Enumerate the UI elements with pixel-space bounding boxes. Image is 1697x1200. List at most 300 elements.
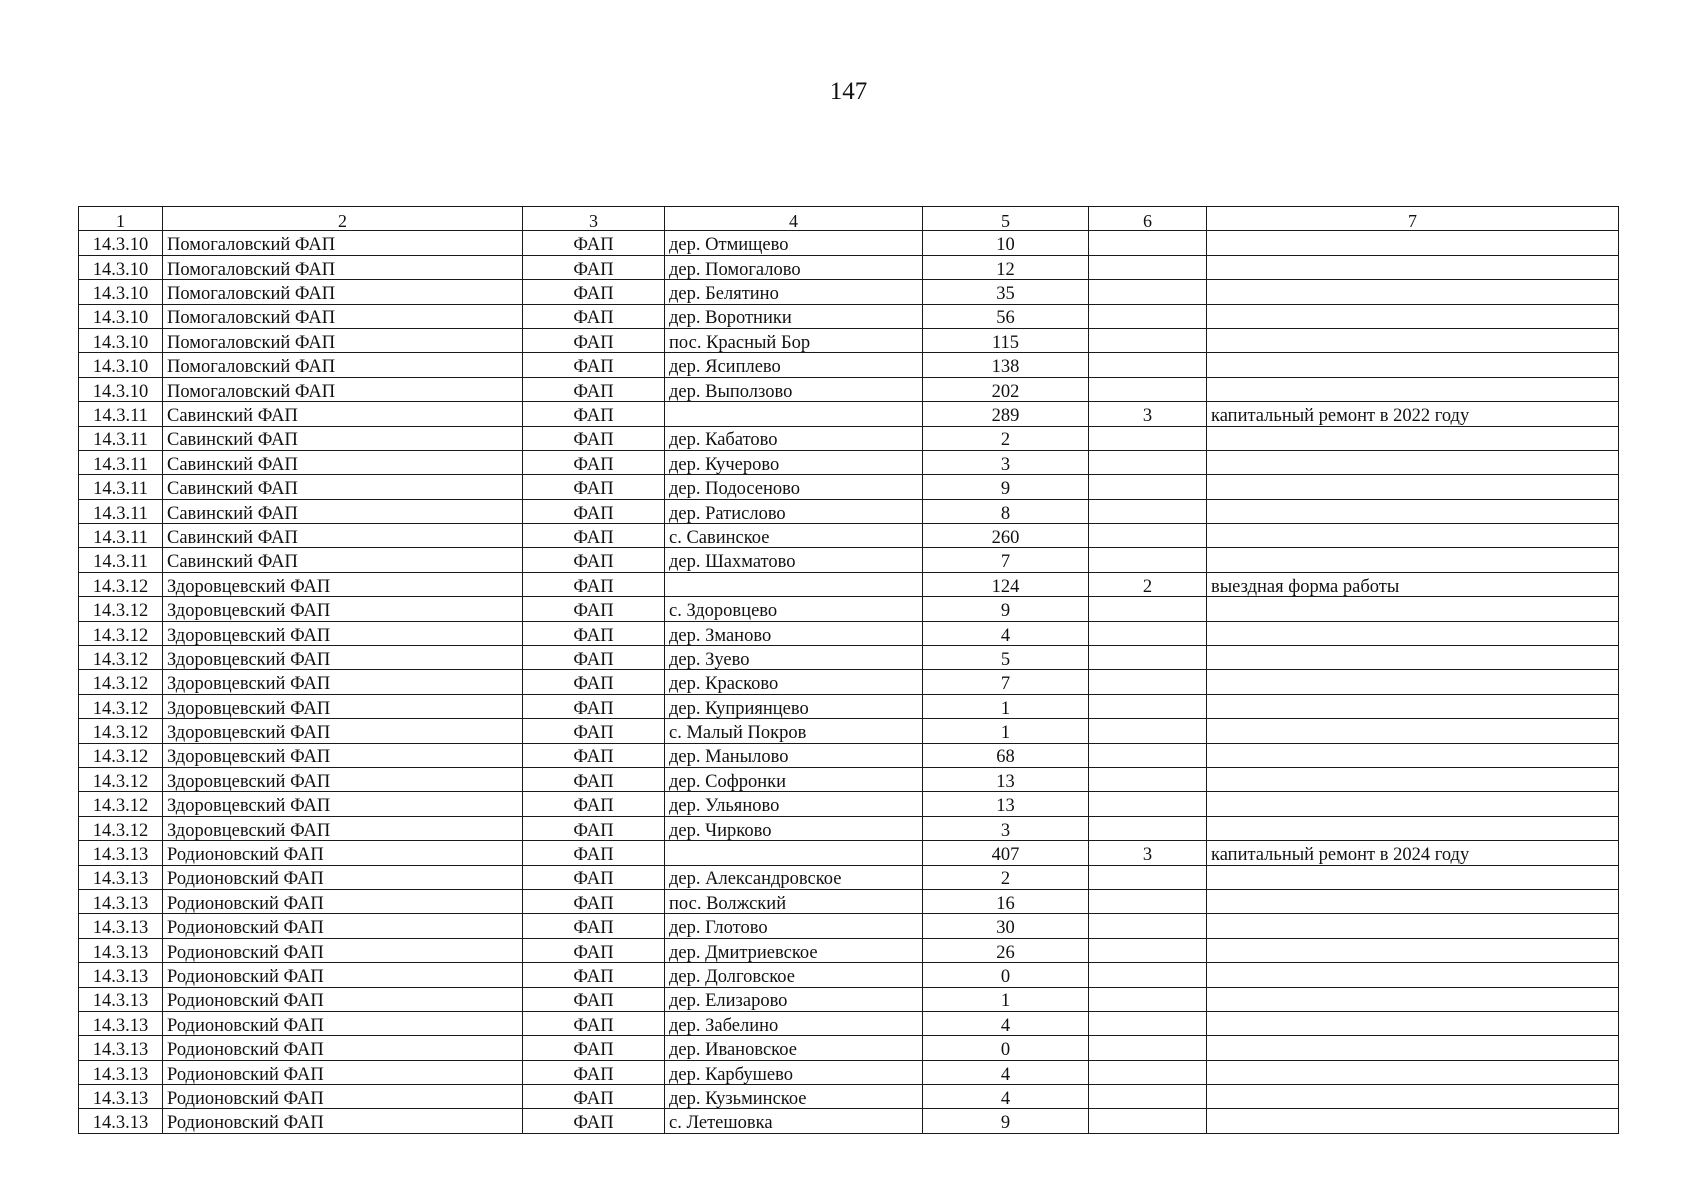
facility-name-cell: Помогаловский ФАП [163,328,523,352]
note-cell [1207,450,1619,474]
type-cell: ФАП [523,548,665,572]
population-cell: 289 [923,402,1089,426]
type-cell: ФАП [523,987,665,1011]
staff-cell [1089,694,1207,718]
code-cell: 14.3.13 [79,1011,163,1035]
population-cell: 16 [923,889,1089,913]
staff-cell [1089,524,1207,548]
staff-cell [1089,255,1207,279]
settlement-cell: дер. Забелино [665,1011,923,1035]
population-cell: 13 [923,767,1089,791]
settlement-cell: дер. Долговское [665,963,923,987]
population-cell: 2 [923,865,1089,889]
staff-cell: 3 [1089,841,1207,865]
note-cell [1207,1036,1619,1060]
note-cell [1207,646,1619,670]
code-cell: 14.3.11 [79,475,163,499]
note-cell [1207,1060,1619,1084]
code-cell: 14.3.13 [79,1085,163,1109]
header-cell: 7 [1207,207,1619,231]
type-cell: ФАП [523,1011,665,1035]
note-cell [1207,792,1619,816]
table-row [79,1060,1619,1084]
note-cell [1207,963,1619,987]
table-row [79,816,1619,840]
staff-cell [1089,328,1207,352]
table-row [79,426,1619,450]
facility-name-cell: Здоровцевский ФАП [163,597,523,621]
staff-cell [1089,353,1207,377]
note-cell [1207,524,1619,548]
note-cell: выездная форма работы [1207,572,1619,596]
code-cell: 14.3.10 [79,304,163,328]
note-cell [1207,304,1619,328]
note-cell [1207,938,1619,962]
population-cell: 7 [923,670,1089,694]
population-cell: 260 [923,524,1089,548]
facility-name-cell: Здоровцевский ФАП [163,621,523,645]
staff-cell [1089,231,1207,255]
table-row [79,670,1619,694]
staff-cell [1089,670,1207,694]
note-cell [1207,548,1619,572]
table-body [79,207,1619,1134]
type-cell: ФАП [523,353,665,377]
table-row [79,914,1619,938]
code-cell: 14.3.11 [79,524,163,548]
note-cell [1207,889,1619,913]
population-cell: 1 [923,694,1089,718]
population-cell: 5 [923,646,1089,670]
type-cell: ФАП [523,377,665,401]
type-cell: ФАП [523,889,665,913]
note-cell [1207,1011,1619,1035]
code-cell: 14.3.10 [79,328,163,352]
table-row [79,889,1619,913]
note-cell [1207,280,1619,304]
settlement-cell: пос. Волжский [665,889,923,913]
facility-name-cell: Помогаловский ФАП [163,231,523,255]
facility-name-cell: Родионовский ФАП [163,841,523,865]
settlement-cell: дер. Подосеново [665,475,923,499]
table-row [79,255,1619,279]
type-cell: ФАП [523,255,665,279]
code-cell: 14.3.11 [79,548,163,572]
table-row [79,475,1619,499]
staff-cell [1089,1085,1207,1109]
facility-name-cell: Родионовский ФАП [163,889,523,913]
settlement-cell: дер. Зманово [665,621,923,645]
population-cell: 0 [923,1036,1089,1060]
settlement-cell: дер. Александровское [665,865,923,889]
type-cell: ФАП [523,743,665,767]
type-cell: ФАП [523,328,665,352]
facility-name-cell: Здоровцевский ФАП [163,792,523,816]
table-row [79,450,1619,474]
settlement-cell: дер. Кузьминское [665,1085,923,1109]
staff-cell [1089,646,1207,670]
population-cell: 4 [923,621,1089,645]
facility-name-cell: Савинский ФАП [163,548,523,572]
code-cell: 14.3.10 [79,377,163,401]
population-cell: 138 [923,353,1089,377]
facility-name-cell: Помогаловский ФАП [163,353,523,377]
note-cell [1207,499,1619,523]
code-cell: 14.3.12 [79,694,163,718]
note-cell [1207,621,1619,645]
staff-cell [1089,889,1207,913]
header-cell: 6 [1089,207,1207,231]
table-row [79,353,1619,377]
settlement-cell: дер. Дмитриевское [665,938,923,962]
table-row [79,572,1619,596]
staff-cell [1089,719,1207,743]
facility-name-cell: Савинский ФАП [163,499,523,523]
table-row [79,646,1619,670]
code-cell: 14.3.13 [79,889,163,913]
note-cell [1207,987,1619,1011]
code-cell: 14.3.12 [79,572,163,596]
settlement-cell: дер. Манылово [665,743,923,767]
facility-name-cell: Родионовский ФАП [163,1036,523,1060]
settlement-cell: дер. Чирково [665,816,923,840]
note-cell [1207,255,1619,279]
settlement-cell: дер. Елизарово [665,987,923,1011]
settlement-cell: пос. Красный Бор [665,328,923,352]
code-cell: 14.3.11 [79,499,163,523]
facility-name-cell: Помогаловский ФАП [163,304,523,328]
code-cell: 14.3.13 [79,865,163,889]
facility-name-cell: Здоровцевский ФАП [163,719,523,743]
facility-name-cell: Родионовский ФАП [163,1060,523,1084]
code-cell: 14.3.13 [79,938,163,962]
header-cell: 3 [523,207,665,231]
staff-cell [1089,1011,1207,1035]
table-row [79,987,1619,1011]
settlement-cell [665,572,923,596]
facility-name-cell: Савинский ФАП [163,426,523,450]
settlement-cell: дер. Ивановское [665,1036,923,1060]
table-row [79,231,1619,255]
staff-cell [1089,816,1207,840]
facility-name-cell: Здоровцевский ФАП [163,767,523,791]
settlement-cell: дер. Воротники [665,304,923,328]
note-cell [1207,231,1619,255]
code-cell: 14.3.12 [79,597,163,621]
facility-name-cell: Родионовский ФАП [163,987,523,1011]
note-cell [1207,914,1619,938]
settlement-cell: дер. Ясиплево [665,353,923,377]
type-cell: ФАП [523,572,665,596]
code-cell: 14.3.13 [79,963,163,987]
type-cell: ФАП [523,792,665,816]
code-cell: 14.3.12 [79,767,163,791]
facility-name-cell: Савинский ФАП [163,475,523,499]
facility-name-cell: Здоровцевский ФАП [163,646,523,670]
population-cell: 4 [923,1085,1089,1109]
code-cell: 14.3.13 [79,841,163,865]
settlement-cell: дер. Помогалово [665,255,923,279]
table-row [79,548,1619,572]
population-cell: 124 [923,572,1089,596]
settlement-cell: с. Савинское [665,524,923,548]
note-cell [1207,694,1619,718]
staff-cell: 3 [1089,402,1207,426]
type-cell: ФАП [523,231,665,255]
type-cell: ФАП [523,767,665,791]
table-row [79,938,1619,962]
type-cell: ФАП [523,304,665,328]
settlement-cell: дер. Карбушево [665,1060,923,1084]
note-cell [1207,328,1619,352]
type-cell: ФАП [523,524,665,548]
facility-name-cell: Родионовский ФАП [163,914,523,938]
note-cell: капитальный ремонт в 2022 году [1207,402,1619,426]
note-cell [1207,767,1619,791]
table-row [79,1085,1619,1109]
header-cell: 2 [163,207,523,231]
code-cell: 14.3.10 [79,353,163,377]
population-cell: 12 [923,255,1089,279]
staff-cell [1089,767,1207,791]
population-cell: 1 [923,719,1089,743]
code-cell: 14.3.13 [79,1036,163,1060]
table-row [79,963,1619,987]
header-cell: 1 [79,207,163,231]
facility-name-cell: Родионовский ФАП [163,963,523,987]
type-cell: ФАП [523,475,665,499]
settlement-cell: дер. Ульяново [665,792,923,816]
type-cell: ФАП [523,621,665,645]
settlement-cell: с. Малый Покров [665,719,923,743]
type-cell: ФАП [523,597,665,621]
code-cell: 14.3.11 [79,402,163,426]
facility-name-cell: Помогаловский ФАП [163,255,523,279]
staff-cell [1089,1060,1207,1084]
code-cell: 14.3.13 [79,987,163,1011]
settlement-cell: дер. Софронки [665,767,923,791]
note-cell [1207,865,1619,889]
settlement-cell: дер. Куприянцево [665,694,923,718]
staff-cell [1089,597,1207,621]
staff-cell: 2 [1089,572,1207,596]
facility-name-cell: Савинский ФАП [163,402,523,426]
population-cell: 26 [923,938,1089,962]
population-cell: 1 [923,987,1089,1011]
type-cell: ФАП [523,865,665,889]
facility-name-cell: Помогаловский ФАП [163,377,523,401]
note-cell [1207,743,1619,767]
code-cell: 14.3.12 [79,719,163,743]
facility-name-cell: Родионовский ФАП [163,1011,523,1035]
population-cell: 9 [923,475,1089,499]
population-cell: 7 [923,548,1089,572]
type-cell: ФАП [523,1036,665,1060]
header-cell: 5 [923,207,1089,231]
facility-name-cell: Здоровцевский ФАП [163,694,523,718]
code-cell: 14.3.13 [79,1109,163,1133]
population-cell: 4 [923,1060,1089,1084]
settlement-cell: дер. Кабатово [665,426,923,450]
staff-cell [1089,377,1207,401]
code-cell: 14.3.11 [79,426,163,450]
staff-cell [1089,499,1207,523]
type-cell: ФАП [523,426,665,450]
staff-cell [1089,1109,1207,1133]
type-cell: ФАП [523,499,665,523]
staff-cell [1089,280,1207,304]
table-row [79,304,1619,328]
code-cell: 14.3.12 [79,621,163,645]
table-header-row [79,207,1619,231]
note-cell [1207,426,1619,450]
table-row [79,792,1619,816]
type-cell: ФАП [523,646,665,670]
staff-cell [1089,304,1207,328]
facility-name-cell: Савинский ФАП [163,450,523,474]
table-row [79,694,1619,718]
population-cell: 13 [923,792,1089,816]
type-cell: ФАП [523,1109,665,1133]
type-cell: ФАП [523,963,665,987]
type-cell: ФАП [523,694,665,718]
settlement-cell: дер. Шахматово [665,548,923,572]
table-row [79,1109,1619,1133]
page-number: 147 [829,78,868,105]
staff-cell [1089,475,1207,499]
population-cell: 407 [923,841,1089,865]
staff-cell [1089,621,1207,645]
note-cell [1207,597,1619,621]
header-cell: 4 [665,207,923,231]
table-row [79,402,1619,426]
code-cell: 14.3.12 [79,646,163,670]
settlement-cell: дер. Отмищево [665,231,923,255]
population-cell: 30 [923,914,1089,938]
staff-cell [1089,792,1207,816]
facility-table [78,206,1619,1134]
type-cell: ФАП [523,914,665,938]
population-cell: 9 [923,597,1089,621]
population-cell: 8 [923,499,1089,523]
facility-name-cell: Савинский ФАП [163,524,523,548]
settlement-cell: дер. Кучерово [665,450,923,474]
facility-name-cell: Здоровцевский ФАП [163,572,523,596]
type-cell: ФАП [523,841,665,865]
settlement-cell: дер. Ратислово [665,499,923,523]
settlement-cell: дер. Красково [665,670,923,694]
population-cell: 3 [923,450,1089,474]
type-cell: ФАП [523,719,665,743]
population-cell: 0 [923,963,1089,987]
staff-cell [1089,426,1207,450]
population-cell: 2 [923,426,1089,450]
population-cell: 68 [923,743,1089,767]
staff-cell [1089,1036,1207,1060]
note-cell [1207,475,1619,499]
note-cell [1207,353,1619,377]
type-cell: ФАП [523,450,665,474]
staff-cell [1089,743,1207,767]
code-cell: 14.3.12 [79,670,163,694]
note-cell [1207,1085,1619,1109]
facility-name-cell: Здоровцевский ФАП [163,670,523,694]
settlement-cell: с. Летешовка [665,1109,923,1133]
staff-cell [1089,987,1207,1011]
note-cell: капитальный ремонт в 2024 году [1207,841,1619,865]
table-row [79,524,1619,548]
table-row [79,1036,1619,1060]
table-row [79,377,1619,401]
type-cell: ФАП [523,402,665,426]
facility-name-cell: Родионовский ФАП [163,938,523,962]
type-cell: ФАП [523,1060,665,1084]
facility-name-cell: Здоровцевский ФАП [163,743,523,767]
code-cell: 14.3.12 [79,792,163,816]
note-cell [1207,719,1619,743]
table-row [79,621,1619,645]
type-cell: ФАП [523,1085,665,1109]
code-cell: 14.3.10 [79,255,163,279]
table-row [79,719,1619,743]
note-cell [1207,670,1619,694]
code-cell: 14.3.13 [79,914,163,938]
table-row [79,865,1619,889]
population-cell: 9 [923,1109,1089,1133]
code-cell: 14.3.13 [79,1060,163,1084]
code-cell: 14.3.12 [79,816,163,840]
type-cell: ФАП [523,670,665,694]
facility-name-cell: Родионовский ФАП [163,865,523,889]
code-cell: 14.3.11 [79,450,163,474]
settlement-cell: дер. Выползово [665,377,923,401]
population-cell: 56 [923,304,1089,328]
staff-cell [1089,963,1207,987]
population-cell: 3 [923,816,1089,840]
table-row [79,743,1619,767]
table-row [79,499,1619,523]
settlement-cell: с. Здоровцево [665,597,923,621]
population-cell: 4 [923,1011,1089,1035]
code-cell: 14.3.12 [79,743,163,767]
type-cell: ФАП [523,816,665,840]
table-row [79,280,1619,304]
table-row [79,1011,1619,1035]
facility-name-cell: Помогаловский ФАП [163,280,523,304]
settlement-cell [665,841,923,865]
facility-name-cell: Родионовский ФАП [163,1085,523,1109]
type-cell: ФАП [523,938,665,962]
table-row [79,841,1619,865]
staff-cell [1089,548,1207,572]
facility-name-cell: Здоровцевский ФАП [163,816,523,840]
population-cell: 115 [923,328,1089,352]
type-cell: ФАП [523,280,665,304]
settlement-cell [665,402,923,426]
table-row [79,328,1619,352]
staff-cell [1089,450,1207,474]
note-cell [1207,816,1619,840]
code-cell: 14.3.10 [79,231,163,255]
facility-name-cell: Родионовский ФАП [163,1109,523,1133]
settlement-cell: дер. Белятино [665,280,923,304]
table-row [79,597,1619,621]
population-cell: 35 [923,280,1089,304]
code-cell: 14.3.10 [79,280,163,304]
note-cell [1207,377,1619,401]
settlement-cell: дер. Глотово [665,914,923,938]
settlement-cell: дер. Зуево [665,646,923,670]
